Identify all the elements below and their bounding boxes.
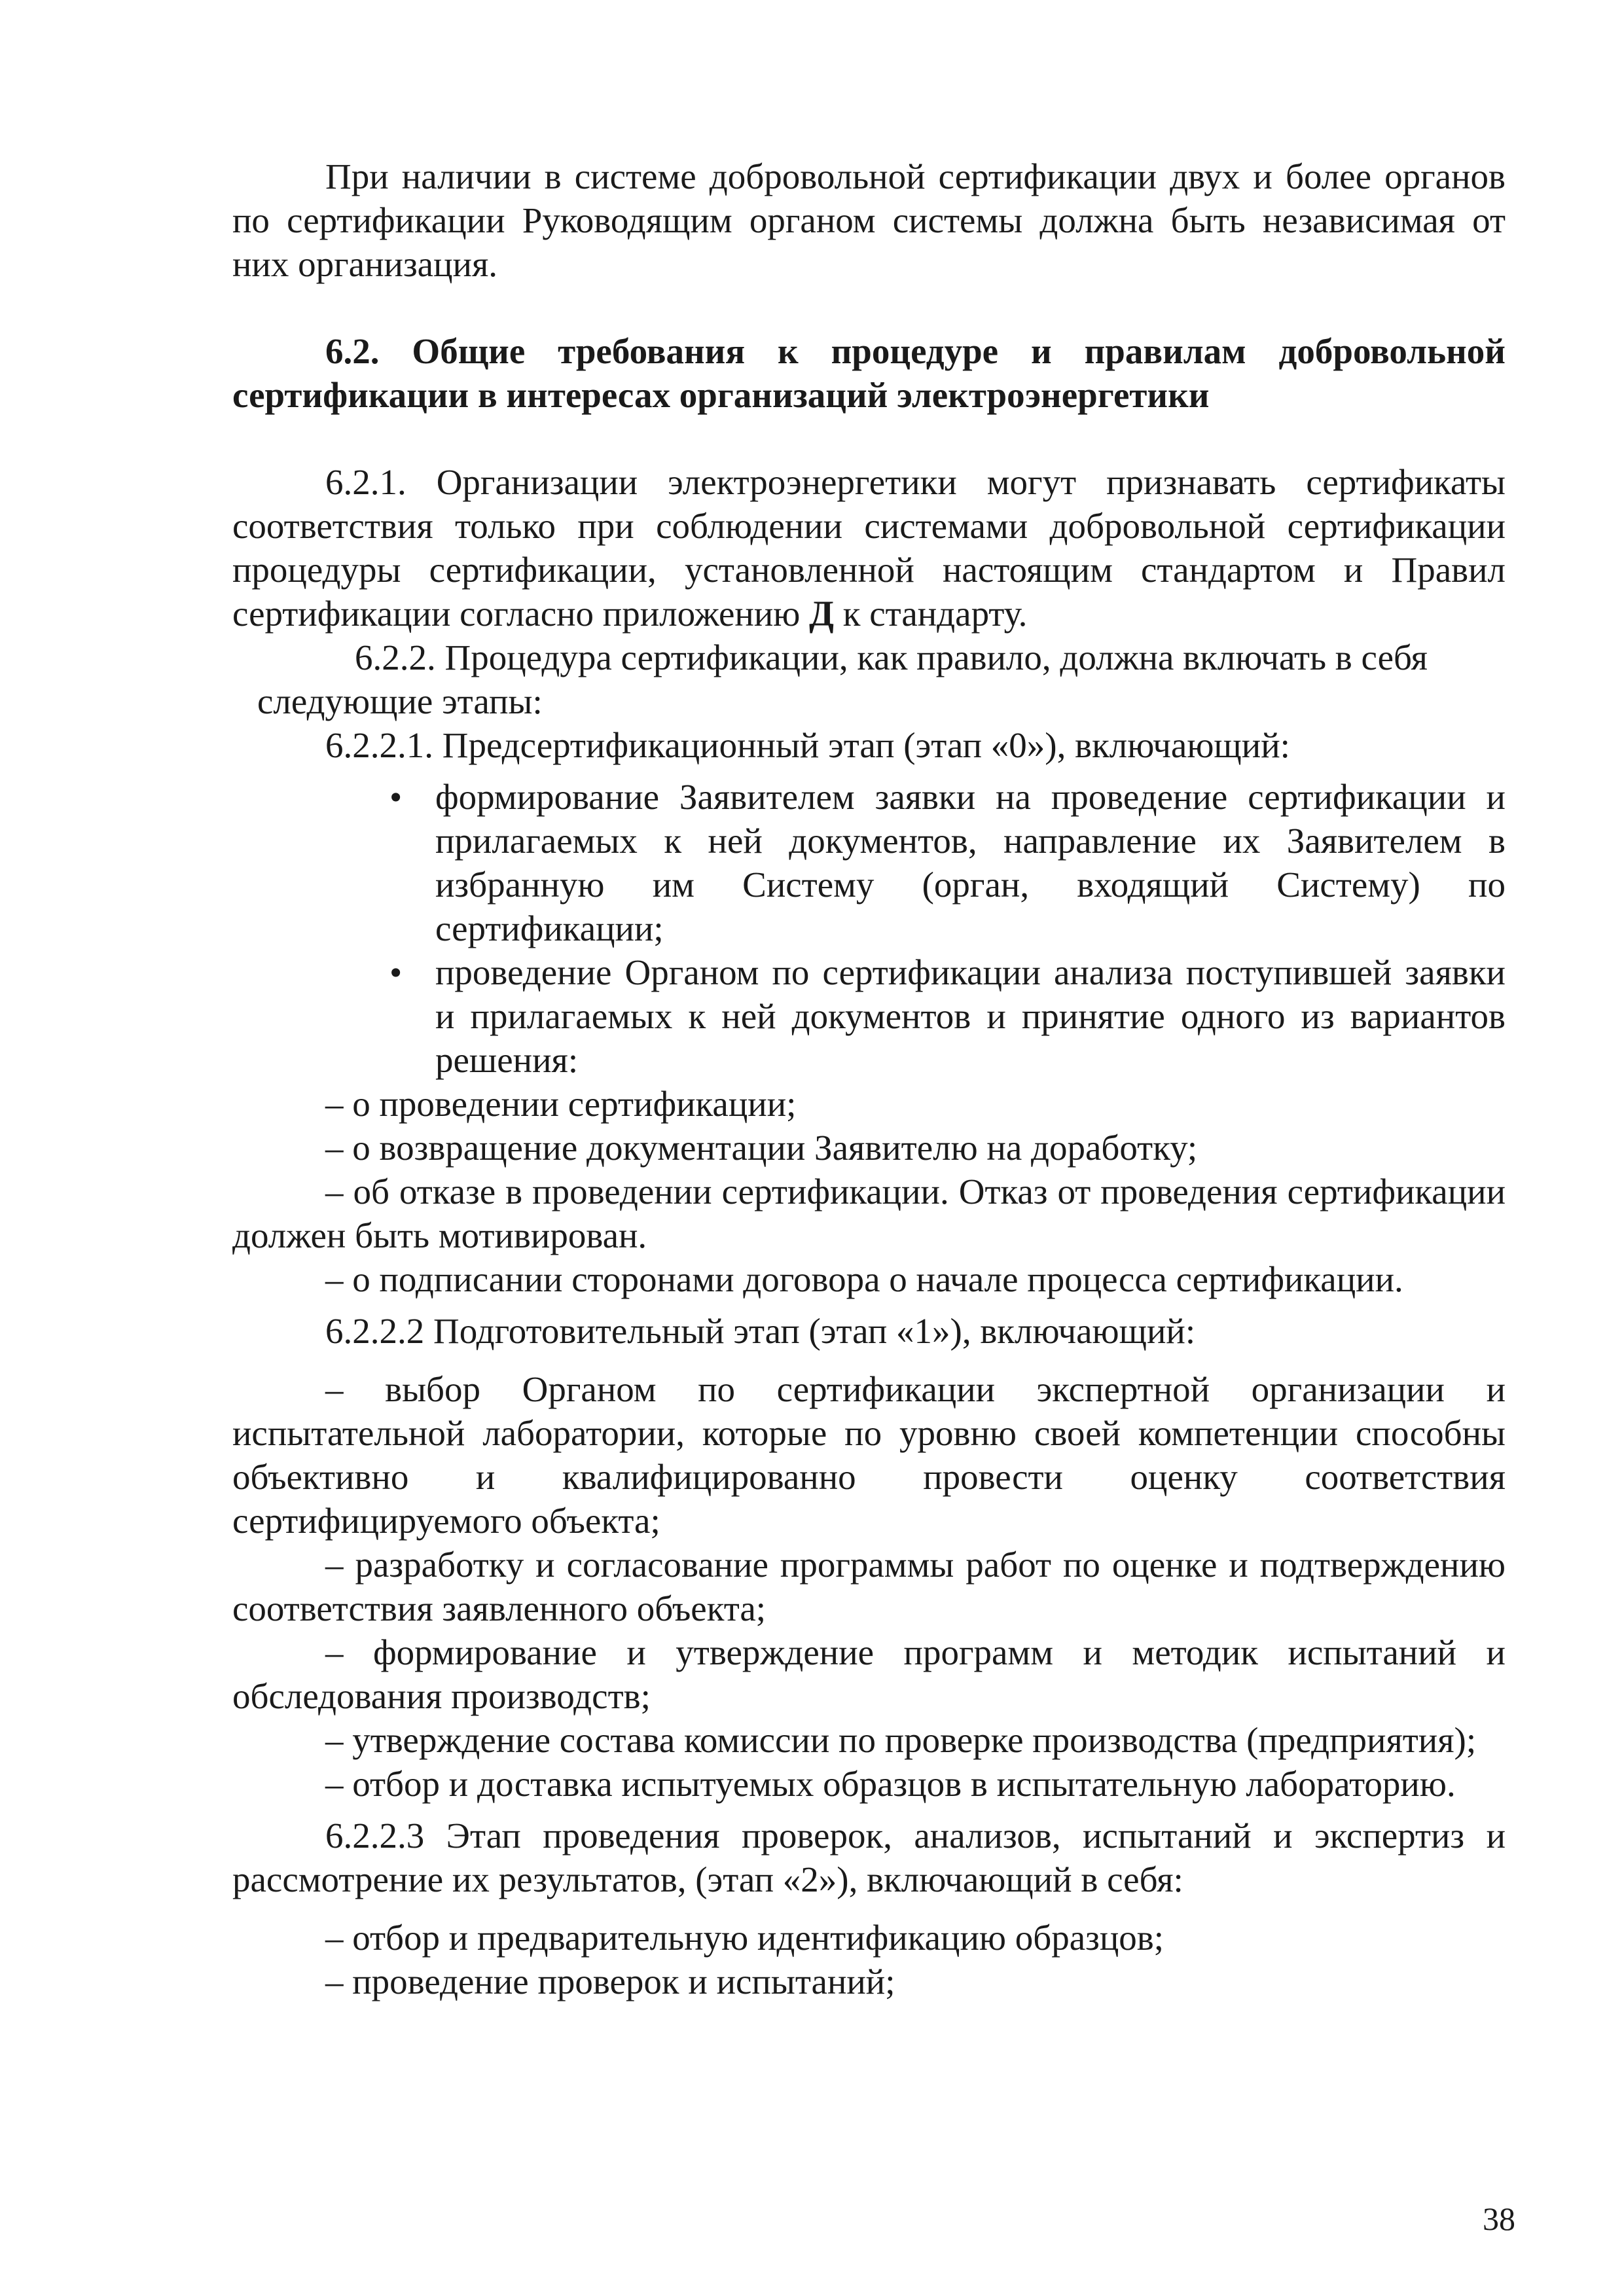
paragraph-6-2-1-text: 6.2.1. Организации электроэнергетики могут признавать сертификаты соответствия только при соблюдении системами добровольной сертификации процедуры сертификации, установленной настоящим стандартом и Правил сертификации согласно приложению	[232, 462, 1506, 634]
paragraph-6-2-2-line2: следующие этапы:	[257, 681, 543, 721]
paragraph-6-2-2-line1: 6.2.2. Процедура сертификации, как правило, должна включать в себя	[355, 637, 1428, 677]
dash-item: – формирование и утверждение программ и методик испытаний и обследования производств;	[232, 1632, 1506, 1716]
list-item	[389, 950, 1506, 1082]
dash-item: – отбор и доставка испытуемых образцов в испытательную лабораторию.	[325, 1764, 1456, 1804]
stage0-bullet-list	[232, 775, 1506, 1082]
spacer	[232, 417, 1506, 460]
paragraph-6-2-1	[232, 460, 1506, 636]
dash-item: – выбор Органом по сертификации экспертной организации и испытательной лаборатории, которые по уровню своей компетенции способны объективно и квалифицированно провести оценку соответствия сертифицируемого объекта;	[232, 1369, 1506, 1541]
dash-item: – о возвращение документации Заявителю на доработку;	[325, 1128, 1198, 1168]
paragraph-6-2-2-2: 6.2.2.2 Подготовительный этап (этап «1»), включающий:	[325, 1311, 1196, 1351]
paragraph-6-2-2-1: 6.2.2.1. Предсертификационный этап (этап «0»), включающий:	[325, 725, 1290, 765]
list-item	[389, 775, 1506, 950]
spacer	[232, 767, 1506, 775]
spacer	[232, 1901, 1506, 1916]
paragraph-6-2-1-tail: к стандарту.	[833, 594, 1028, 634]
dash-item: – проведение проверок и испытаний;	[325, 1962, 895, 2001]
list-item-text: формирование Заявителем заявки на проведение сертификации и прилагаемых к ней документов, направление их Заявителем в избранную им Систему (орган, входящий Систему) по сертификации;	[435, 777, 1506, 948]
spacer	[232, 1806, 1506, 1814]
dash-item: – об отказе в проведении сертификации. Отказ от проведения сертификации должен быть мотивирован.	[232, 1172, 1506, 1255]
spacer	[232, 1353, 1506, 1367]
section-heading: 6.2. Общие требования к процедуре и правилам добровольной сертификации в интересах организаций электроэнергетики	[232, 331, 1506, 415]
page-content	[232, 154, 1506, 2003]
dash-item: – утверждение состава комиссии по проверке производства (предприятия);	[325, 1720, 1477, 1760]
spacer	[232, 286, 1506, 329]
intro-paragraph: При наличии в системе добровольной сертификации двух и более органов по сертификации Руководящим органом системы должна быть независимая от них организация.	[232, 156, 1506, 284]
page-number: 38	[1483, 2200, 1515, 2237]
dash-item: – разработку и согласование программы работ по оценке и подтверждению соответствия заявленного объекта;	[232, 1545, 1506, 1628]
dash-item: – отбор и предварительную идентификацию образцов;	[325, 1918, 1164, 1958]
list-item-text: проведение Органом по сертификации анализа поступившей заявки и прилагаемых к ней документов и принятие одного из вариантов решения:	[435, 952, 1506, 1080]
dash-item: – о подписании сторонами договора о начале процесса сертификации.	[325, 1259, 1403, 1299]
bullet-icon: •	[389, 952, 403, 992]
dash-item: – о проведении сертификации;	[325, 1084, 797, 1124]
paragraph-6-2-2-3: 6.2.2.3 Этап проведения проверок, анализов, испытаний и экспертиз и рассмотрение их результатов, (этап «2»), включающий в себя:	[232, 1816, 1506, 1899]
spacer	[232, 1301, 1506, 1309]
appendix-letter: Д	[809, 594, 834, 634]
bullet-icon: •	[389, 777, 403, 817]
